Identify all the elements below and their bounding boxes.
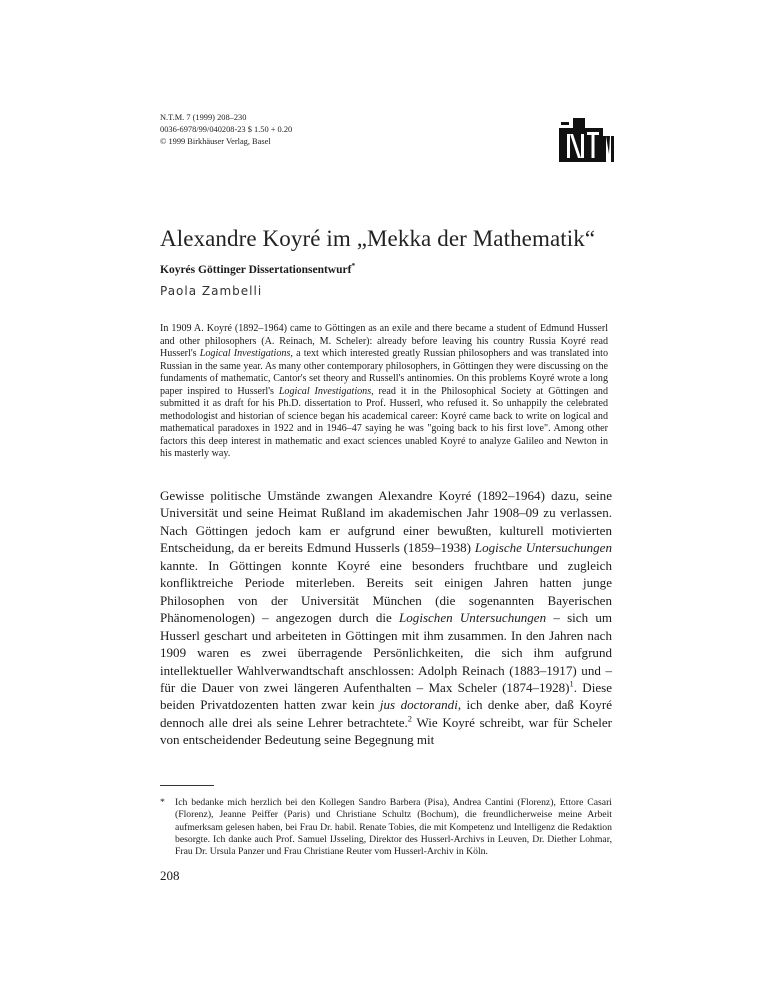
- article-title: Alexandre Koyré im „Mekka der Mathematik“: [160, 226, 596, 251]
- journal-meta: [160, 112, 292, 148]
- page-number: 208: [160, 868, 180, 883]
- footnote-ref: 2: [407, 713, 413, 724]
- article-subtitle: [160, 261, 356, 276]
- body-paragraph: [160, 487, 612, 749]
- ntm-logo: [559, 118, 615, 162]
- body-text: Wie Koyré schreibt, war für Scheler von entscheidender Bedeutung seine Begegnung mit: [160, 714, 612, 748]
- article-author: Paola Zambelli: [160, 284, 263, 298]
- abstract-italic-title: Logical Investigations: [199, 348, 291, 360]
- abstract-text: In 1909 A. Koyré (1892–1964) came to Göttingen as an exile and there became a student of Edmund Husserl and other philosophers (A. Reinach, M. Scheler): already before leaving his country Russia Koyré read Husserl's: [160, 323, 608, 360]
- journal-line: N.T.M. 7 (1999) 208–230: [160, 113, 247, 122]
- abstract: [160, 323, 608, 461]
- body-text: Gewisse politische Umstände zwangen Alexandre Koyré (1892–1964) dazu, seine Universität und seine Heimat Rußland im akademischen Jahr 1908–09 zu verlassen. Nach Göttingen jedoch kam er aufgrund einer bewußten, kulturell motivierten Entscheidung, da er bereits Edmund Husserls (1859–1938): [160, 488, 612, 556]
- abstract-italic-title: Logical Investigations: [278, 385, 372, 397]
- footnote: [160, 797, 612, 858]
- footnote-mark: *: [160, 797, 165, 808]
- issn-line: 0036-6978/99/040208-23 $ 1.50 + 0.20: [160, 125, 293, 134]
- copyright-line: © 1999 Birkhäuser Verlag, Basel: [160, 137, 271, 146]
- body-text: – sich um Husserl geschart und arbeiteten in Göttingen mit ihm zusammen. In den Jahren nach 1909 waren es zwei überragende Persönlichkeiten, die sich ihm aufgrund intellektueller Wahlverwandtschaft anschlossen: Adolph Reinach (1883–1917) und – für die Dauer von zwei längeren Aufenthalten – Max Scheler (1874–1928): [160, 610, 613, 695]
- body-italic-title: Logischen Untersuchungen: [399, 610, 547, 626]
- abstract-text: , a text which interested greatly Russian philosophers and was translated into Russian in the same year. As many other contemporary philosophers, in Göttingen they were discussing on the fundaments of mathematic, Cantor's set theory and Russell's antinomies. On this problems Koyré wrote a long paper inspired to Husserl's: [160, 348, 609, 397]
- abstract-text: , read it in the Philosophical Society at Göttingen and submitted it as draft for his Ph.D. dissertation to Prof. Husserl, who refused it. So unhappily the celebrated methodologist and historian of science began his academical career: Koyré came back to write on logical and mathematical paradoxes in 1922 and in 1946–47 saying he was "going back to his first love". Among other factors this deep interest in mathematic and exact sciences unabled Koyré to analyze Galileo and Newton in his masterly way.: [160, 385, 609, 460]
- footnote-rule: [160, 785, 214, 786]
- footnote-text: Ich bedanke mich herzlich bei den Kollegen Sandro Barbera (Pisa), Andrea Cantini (Florenz), Ettore Casari (Florenz), Jeanne Peiffer (Paris) und Christiane Schultz (Bochum), die freundlicherweise meine Arbeit aufmerksam gelesen haben, bei Frau Dr. habil. Renate Tobies, die mit Kompetenz und Intelligenz die Redaktion besorgte. Ich danke auch Prof. Samuel IJsseling, Direktor des Husserl-Archivs in Leuven, Dr. Diether Lohmar, Frau Dr. Ursula Panzer und Frau Christiane Reuter vom Husserl-Archiv in Köln.: [175, 797, 612, 858]
- footnote-ref: 1: [569, 678, 574, 689]
- subtitle-footnote-mark: *: [351, 261, 356, 271]
- body-text: , ich denke aber, daß Koyré dennoch alle drei als seine Lehrer betrachtete.: [160, 697, 612, 730]
- body-text: kannte. In Göttingen konnte Koyré eine besonders fruchtbare und zugleich konfliktreiche Periode miterleben. Bereits seit einigen Jahren hatten junge Philosophen von der Universität München (die sogenannten Bayerischen Phänomenologen) – angezogen durch die: [160, 557, 612, 626]
- body-italic-title: Logische Untersuchungen: [474, 540, 612, 556]
- body-text: . Diese beiden Privatdozenten hatten zwar kein: [160, 679, 612, 713]
- body-italic-term: jus doctorandi: [379, 697, 458, 713]
- subtitle-text: Koyrés Göttinger Dissertationsentwurf: [160, 264, 352, 276]
